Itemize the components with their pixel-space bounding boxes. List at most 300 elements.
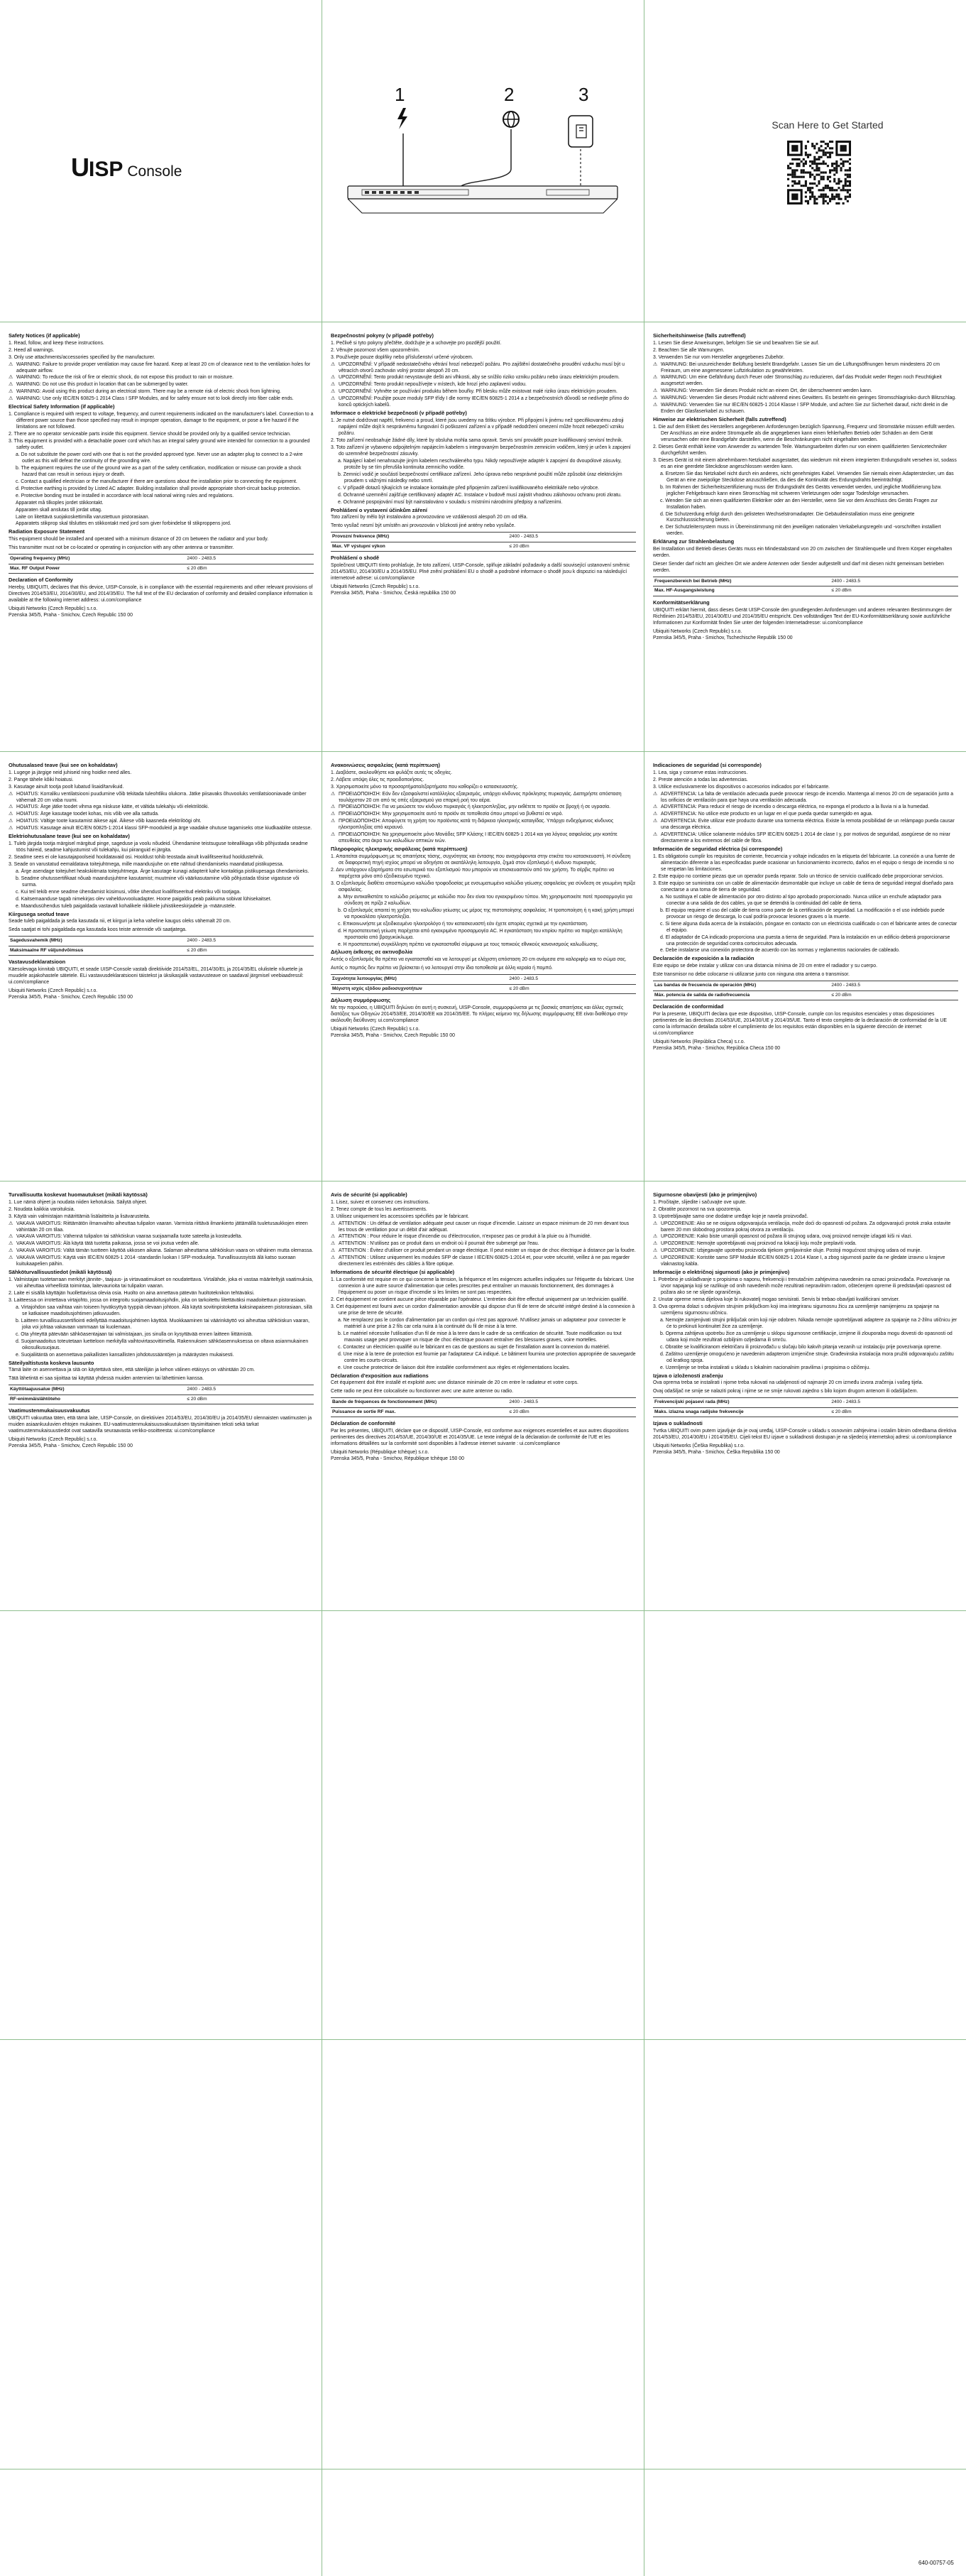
electrical-subitem: a. No sustituya el cable de alimentación por otro distinto al tipo aprobado proporcionado. Nunca utilice un enchufe adaptador para conectar a una salida de dos cables, ya que se detendrá la continuidad del cable de tierra. xyxy=(660,894,942,906)
warning-item: ⚠ VAKAVA VAROITUS: Riittämätön ilmanvaihto aiheuttaa tulipalon vaaran. Varmista riittävä ilmankierto jättämällä tuuletusaukkojen eteen vähintään 20 cm tilaa. xyxy=(9,1221,314,1234)
company-address: Pzenska 345/5, Praha - Smichov, Czech Republic 150 00 xyxy=(9,994,133,1000)
step-illustrations xyxy=(334,107,632,227)
spec-value: 2400 - 2483.5 xyxy=(507,1398,636,1408)
warning-item: ⚠ ADVERTENCIA: Para reducir el riesgo de incendio o descarga eléctrica, no exponga el producto a la lluvia ni a la humedad. xyxy=(653,804,958,811)
instruction-item: 1. Lugege ja järgige neid juhiseid ning hoidke need alles. xyxy=(9,770,132,775)
electrical-item: 1. Es obligatorio cumplir los requisitos de corriente, frecuencia y voltaje indicados en la etiqueta del fabricante. La conexión a una fuente de alimentación diferente a las especificadas puede ocasionar un funcionamiento incorrecto, daños en el equipo o riesgo de incendio si no se respetan las limitaciones. xyxy=(653,853,955,872)
section-subtitle: Säteilyaltistusta koskeva lausunto xyxy=(9,1359,94,1366)
radiation-statement: This transmitter must not be co-located or operating in conjunction with any other antenna or transmitter. xyxy=(9,545,234,551)
section-subtitle: Sähköturvallisuustiedot (mikäli käytössä) xyxy=(9,1269,112,1276)
warning-item: ⚠ WARNUNG: Verwenden Sie dieses Produkt nicht während eines Gewitters. Es besteht ein geringes Stromschlagrisiko durch Blitzschlag. xyxy=(653,395,958,402)
instruction-item: 3. Utilice exclusivamente los dispositivos o accesorios indicados por el fabricante. xyxy=(653,784,830,790)
instruction-item: 2. Preste atención a todas las advertencias. xyxy=(653,777,748,782)
instruction-item: 1. Lea, siga y conserve estas instrucciones. xyxy=(653,770,748,775)
company-address: Pzenska 345/5, Praha - Smichov, Česká republika 150 00 xyxy=(331,590,456,596)
spec-label: Frequenzbereich bei Betrieb (MHz) xyxy=(653,577,830,586)
electrical-subitem: a. Ne remplacez pas le cordon d'alimentation par un cordon qui n'est pas approuvé. N'utilisez jamais un adaptateur pour connecter le matériel à une prise à 2 fils car cela nuira à la continuité du fil de mise à la terre. xyxy=(338,1317,626,1329)
company-address: Pzenska 345/5, Praha - Smichov, République tchèque 150 00 xyxy=(331,1456,464,1461)
spec-value: ≤ 20 dBm xyxy=(507,542,636,552)
electrical-item: 1. Je nutné dodržovat napětí, frekvenci a proud, které jsou uvedeny na štítku výrobce. Při připojení k jinému než specifikovanému zdroji napájení může dojít k nesprávnému fungování či poškození zařízení a v případě nedodržení omezení může hrozit nebezpečí vzniku požáru. xyxy=(331,417,624,436)
declaration-text: Με την παρούσα, η UBIQUITI δηλώνει ότι αυτή η συσκευή, UISP-Console, συμμορφώνεται με τις βασικές απαιτήσεις και άλλες σχετικές διατάξεις των Οδηγιών 2014/53/ΕΕ, 2014/30/ΕΕ και 2014/35/ΕΕ. Το πλήρες κείμενο της δήλωσης συμμόρφωσης ΕΕ είναι διαθέσιμο στην ακόλουθη διεύθυνση: ui.com/compliance xyxy=(331,1005,627,1023)
warning-item: ⚠ ΠΡΟΕΙΔΟΠΟΙΗΣΗ: Για να μειώσετε τον κίνδυνο πυρκαγιάς ή ηλεκτροπληξίας, μην εκθέτετε το προϊόν σε βροχή ή σε υγρασία. xyxy=(331,804,636,811)
section-subtitle: Declaración de exposición a la radiación xyxy=(653,955,754,962)
spec-label: Max. RF Output Power xyxy=(9,564,185,574)
electrical-subitem: b. Laitteen turvallisuussertifiointi edellyttää maadoitusjohtimen käyttöä. Muokkaaminen tai väärinkäyttö voi aiheuttaa sähköiskun vaaran, joka voi johtaa vakavaan vammaan tai kuolemaan. xyxy=(16,1318,310,1330)
instruction-item: 2. Pange tähele kõiki hoiatusi. xyxy=(9,777,74,782)
electrical-subitem: a. Nemojte zamjenjivati strujni priključak onim koji nije odobren. Nikada nemojte upotrebljavati adaptere za spajanje na 2-žilnu utičnicu jer će to prekinuti kontinuitet žice za uzemljenje. xyxy=(660,1317,957,1329)
spec-label: Käyttötaajuusalue (MHz) xyxy=(9,1385,185,1395)
electrical-item: 2. Δεν υπάρχουν εξαρτήματα στο εσωτερικό του εξοπλισμού που μπορούν να επισκευαστούν από τον χρήστη. Το σέρβις πρέπει να παρέχεται μόνο από εξειδικευμένο τεχνικό. xyxy=(331,867,615,879)
section-subtitle: Electrical Safety Information (if applicable) xyxy=(9,403,115,410)
warning-item: ⚠ ADVERTENCIA: La falta de ventilación adecuada puede provocar riesgo de incendio. Mantenga al menos 20 cm de separación junto a los orificios de ventilación para que haya una ventilación adecuada. xyxy=(653,792,958,804)
table-row xyxy=(331,984,636,994)
electrical-item: 2. Seadme sees ei ole kasutajapoolseid hooldatavaid osi. Hooldust tohib teostada ainult kvalifitseeritud hooldustehnik. xyxy=(9,854,264,860)
company-address: Ubiquiti Networks (Češka Republika) s.r.o. xyxy=(653,1443,745,1448)
electrical-subitem: c. Kui teil tekib enne seadme ühendamist küsimusi, võtke ühendust kvalifitseeritud elektriku või tootjaga. xyxy=(16,889,241,895)
electrical-subitem: e. Une couche protectrice de liaison doit être installée conformément aux règles et réglementations locales. xyxy=(338,1365,571,1370)
spec-value: 2400 - 2483.5 xyxy=(185,555,314,564)
spec-label: Μέγιστη ισχύς εξόδου ραδιοσυχνοτήτων xyxy=(331,984,507,994)
radiation-statement: Seade tuleb paigaldada ja seda kasutada nii, et kiirguri ja keha vaheline kaugus oleks vähemalt 20 cm. xyxy=(9,919,231,924)
warning-item: ⚠ WARNING: Use only IEC/EN 60825-1 2014 Class I SFP Modules, and for safety ensure not to look directly into fiber cable ends. xyxy=(9,396,314,403)
electrical-subitem: d. Suojamaadoitus toteutetaan luetteloon merkityllä vaihtovirtasovittimella. Rakennuksen sähköasennuksessa on oltava asianmukainen oikosulkusuojaus. xyxy=(16,1338,309,1350)
section-title: Indicaciones de seguridad (si corresponde) xyxy=(653,762,762,768)
table-row xyxy=(9,1385,314,1395)
electrical-subitem: b. Seadme ohutussertifikaat nõuab maandusjuhtme kasutamist; muutmine või väärkasutamine võib põhjustada tõsise vigastuse või surma. xyxy=(16,875,300,888)
company-address: Ubiquiti Networks (Czech Republic) s.r.o. xyxy=(9,988,98,993)
spec-label: Συχνότητα λειτουργίας (MHz) xyxy=(331,975,507,985)
section-subtitle: Δήλωση έκθεσης σε ακτινοβολία xyxy=(331,949,413,956)
table-row xyxy=(331,542,636,552)
company-address: Pzenska 345/5, Praha - Smichov, Czech Republic 150 00 xyxy=(9,612,133,618)
radiation-statement: Ova oprema treba se instalirati i njome treba rukovati na udaljenosti od najmanje 20 cm između izvora zračenja i vašeg tijela. xyxy=(653,1380,923,1386)
rf-spec-table xyxy=(9,936,314,956)
electrical-item: 3. Ova oprema dolazi s odvojivim strujnim priključkom koji ima integriranu sigurnosnu žicu za uzemljenje namijenjenu za spajanje na uzemljenu sigurnosnu utičnicu. xyxy=(653,1304,939,1316)
document-id: 640-00757-05 xyxy=(918,2560,954,2566)
warning-item: ⚠ UPOZORENJE: Izbjegavajte upotrebu proizvoda tijekom grmljavinske oluje. Postoji mogućnost strujnog udara od munje. xyxy=(653,1248,958,1255)
warning-item: ⚠ UPOZORNĚNÍ: V případě nedostatečného větrání hrozí nebezpečí požáru. Pro zajištění dostatečného proudění vzduchu musí být u větracích otvorů zachován volný prostor alespoň 20 cm. xyxy=(331,362,636,375)
table-row xyxy=(9,564,314,574)
rf-spec-table xyxy=(9,554,314,574)
warning-item: ⚠ UPOZORENJE: Kako biste umanjili opasnost od požara ili strujnog udara, ovaj proizvod nemojte izlagati kiši ni vlazi. xyxy=(653,1234,958,1240)
instruction-item: 1. Pročitajte, slijedite i sačuvajte ove upute. xyxy=(653,1199,747,1205)
spec-label: Bande de fréquences de fonctionnement (MHz) xyxy=(331,1398,507,1408)
safety-section xyxy=(653,1191,958,1610)
section-subtitle: Radiation Exposure Statement xyxy=(9,528,85,535)
declaration-text: UBIQUITI vakuuttaa täten, että tämä laite, UISP-Console, on direktiivien 2014/53/EU, 2014/30/EU ja 2014/35/EU olennaisten vaatimusten ja muiden asiaankuuluvien ehtojen mukainen. EU-vaatimustenmukaisuusvakuutuksen täysimittainen teksti sekä tarkat vaatimustenmukaisuustiedot ovat saatavilla seuraavasta verkko-osoitteesta: ui.com/compliance xyxy=(9,1415,312,1434)
section-subtitle: Declaration of Conformity xyxy=(9,577,73,584)
section-title: Ανακοινώσεις ασφαλείας (κατά περίπτωση) xyxy=(331,762,440,768)
rf-spec-table xyxy=(9,1385,314,1404)
warning-item: ⚠ ADVERTENCIA: Utilice solamente módulos SFP IEC/EN 60825-1 2014 de clase I y, por motivos de seguridad, asegúrese de no mirar directamente a los extremos del cable de fibra. xyxy=(653,832,958,845)
electrical-subitem: Apparatet må tilkoples jordet stikkontakt. xyxy=(16,500,104,506)
instruction-item: 1. Pečlivě si tyto pokyny přečtěte, dodržujte je a uchovejte pro pozdější použití. xyxy=(331,340,502,346)
radiation-statement: Tento vysílač nesmí být umístěn ani provozován v blízkosti jiné antény nebo vysílače. xyxy=(331,523,516,529)
table-row xyxy=(331,533,636,542)
section-subtitle: Kiirgusega seotud teave xyxy=(9,910,70,917)
radiation-statement: Ovaj odašiljač ne smije se nalaziti pokraj i njime se ne smije rukovati zajedno s bilo kojom drugom antenom ili odašiljačem. xyxy=(653,1389,918,1395)
electrical-subitem: a. Napájecí kabel nenahrazujte jiným kabelem neschváleného typu. Nikdy nepoužívejte adaptér k zapojení do dvoupólové zásuvky, protože by se tím přerušila kontinuita zemnicího vodiče. xyxy=(338,458,622,470)
instruction-item: 3. Only use attachments/accessories specified by the manufacturer. xyxy=(9,354,155,360)
company-address: Ubiquiti Networks (Czech Republic) s.r.o. xyxy=(9,606,98,611)
instruction-item: 3. Χρησιμοποιείτε μόνο τα προσαρτήματα/εξαρτήματα που καθορίζει ο κατασκευαστής. xyxy=(331,784,519,790)
warning-item: ⚠ HOIATUS: Kasutage ainult IEC/EN 60825-1:2014 klassi SFP-mooduleid ja ärge vaadake ohutuse tagamiseks otse kiudkaablite otstesse. xyxy=(9,826,314,832)
electrical-subitem: d. Zaštitno uzemljenje omogućeno je navedenim adapterom izmjenične struje. Građevinska instalacija mora pružiti odgovarajuću zaštitu od kratkog spoja. xyxy=(660,1351,954,1363)
step-number: 2 xyxy=(504,84,515,105)
electrical-subitem: c. V případě dotazů týkajících se instalace kontaktujte před připojením zařízení kvalifikovaného elektrikáře nebo výrobce. xyxy=(338,485,600,491)
warning-item: ⚠ ATTENTION : N'utilisez pas ce produit dans un endroit où il pourrait être submergé par l'eau. xyxy=(331,1241,636,1248)
electrical-subitem: e. Debe instalarse una conexión protectora de acuerdo con las normas y reglamentos nacionales de cableado. xyxy=(660,948,900,954)
section-subtitle: Konformitätserklärung xyxy=(653,599,710,606)
electrical-item: 1. Tuleb järgida tootja märgisel märgitud pinge, sageduse ja voolu nõudeid. Ühendamine teistsuguse toiteallikaga võib põhjustada seadme töös häireid, seadme kahjustumist või tulekahju, kui piiranguid ei järgita. xyxy=(9,841,308,853)
rf-spec-table xyxy=(331,532,636,552)
warning-item: ⚠ ATTENTION : Utilisez uniquement les modules SFP de classe I IEC/EN 60825-1:2014 et, pour votre sécurité, veillez à ne pas regarder directement les extrémités des câbles à fibre optique. xyxy=(331,1255,636,1268)
electrical-item: 3. Laitteessa on irrotettava virtajohto, jossa on integroitu suojamaadoitusjohdin, joka on tarkoitettu liitettäväksi maadoitettuun pistorasiaan. xyxy=(9,1297,307,1303)
company-address: Pzenska 345/5, Praha - Smichov, Češka Republika 150 00 xyxy=(653,1449,780,1455)
company-address: Pzenska 345/5, Praha - Smichov, Czech Republic 150 00 xyxy=(9,1443,133,1448)
electrical-subitem: b. Oprema zahtijeva upotrebu žice za uzemljenje u sklopu sigurnosne certifikacije, izmjene ili zlouporaba mogu dovesti do opasnosti od udara koji može rezultirati ozbiljnim ozljedama ili smrću. xyxy=(660,1331,953,1343)
electrical-subitem: e. Maandusühendus tuleb paigaldada vastavalt kohalikele riiklikele juhistikeeskirjadele ja -määrustele. xyxy=(16,903,236,909)
radiation-statement: Toto zařízení by mělo být instalováno a provozováno ve vzdálenosti alespoň 20 cm od těla. xyxy=(331,515,528,520)
electrical-subitem: e. Der Schutzleitersystem muss in Übereinstimmung mit den jeweiligen nationalen Verkabelungsregeln und -vorschriften installiert werden. xyxy=(660,525,941,537)
section-title: Ohutusalased teave (kui see on kohaldatav) xyxy=(9,762,118,768)
electrical-subitem: d. Protective earthing is provided by Listed AC adapter. Building installation shall provide appropriate short-circuit backup protection. xyxy=(16,486,301,491)
warning-item: ⚠ UPOZORNĚNÍ: Tento produkt nevystavujte dešti ani vlhkosti, aby se snížilo riziko vzniku požáru nebo úrazu elektrickým proudem. xyxy=(331,375,636,381)
section-subtitle: Δήλωση συμμόρφωσης xyxy=(331,997,391,1004)
spec-label: Provozní frekvence (MHz) xyxy=(331,533,507,542)
electrical-item: 3. This equipment is provided with a detachable power cord which has an integral safety ground wire intended for connection to a grounded safety outlet. xyxy=(9,438,310,450)
table-row xyxy=(653,1398,958,1408)
instruction-item: 2. Λάβετε υπόψη όλες τις προειδοποιήσεις. xyxy=(331,777,424,782)
radiation-statement: Bei Installation und Betrieb dieses Geräts muss ein Mindestabstand von 20 cm zwischen der Strahlenquelle und Ihrem Körper eingehalten werden. xyxy=(653,547,953,558)
radiation-statement: Cet équipement doit être installé et exploité avec une distance minimale de 20 cm entre le radiateur et votre corps. xyxy=(331,1380,578,1386)
bolt-icon xyxy=(397,108,407,129)
company-address: Pzenska 345/5, Praha - Smichov, Czech Republic 150 00 xyxy=(331,1032,455,1038)
section-subtitle: Información de seguridad eléctrica (si corresponde) xyxy=(653,846,783,853)
instruction-item: 1. Lisez, suivez et conservez ces instructions. xyxy=(331,1199,430,1205)
electrical-subitem: c. Ota yhteyttä pätevään sähköasentajaan tai valmistajaan, jos sinulla on kysyttävää ennen laitteen liittämistä. xyxy=(16,1331,253,1337)
section-subtitle: Informace o elektrické bezpečnosti (v případě potřeby) xyxy=(331,410,467,417)
section-subtitle: Izjava o izloženosti zračenju xyxy=(653,1372,723,1379)
electrical-subitem: e. Suojaliitäntä on asennettava paikallisten kansallisten johdotussääntöjen ja määräysten mukaisesti. xyxy=(16,1352,234,1358)
section-title: Sicherheitshinweise (falls zutreffend) xyxy=(653,332,746,339)
fold-line xyxy=(0,751,966,752)
step-number: 3 xyxy=(578,84,589,105)
spec-label: Sagedusvahemik (MHz) xyxy=(9,937,185,946)
electrical-item: 2. Dieses Gerät enthält keine vom Anwender zu wartenden Teile. Wartungsarbeiten dürfen nur von einem qualifizierten Servicetechniker durchgeführt werden. xyxy=(653,444,948,456)
safety-section xyxy=(9,762,314,1181)
warning-item: ⚠ ΠΡΟΕΙΔΟΠΟΙΗΣΗ: Να χρησιμοποιείτε μόνο Μονάδες SFP Κλάσης I IEC/EN 60825-1 2014 και για λόγους ασφαλείας μην κοιτάτε απευθείας στα άκρα των καλωδίων οπτικών ινών. xyxy=(331,832,636,845)
warning-item: ⚠ ΠΡΟΕΙΔΟΠΟΙΗΣΗ: Αποφύγετε τη χρήση του προϊόντος κατά τη διάρκεια ηλεκτρικής καταιγίδας. Υπάρχει ενδεχόμενος κίνδυνος ηλεκτροπληξίας από κεραυνό. xyxy=(331,819,636,831)
electrical-item: 2. Este equipo no contiene piezas que un operador pueda reparar. Solo un técnico de servicio cualificado debe proporcionar servicios. xyxy=(653,873,944,879)
declaration-text: Společnost UBIQUITI tímto prohlašuje, že toto zařízení, UISP-Console, splňuje základní požadavky a další související ustanovení směrnic 2014/53/EU, 2014/30/EU a 2014/35/EU. Plné znění prohlášení EU o shodě a podrobné informace o shodě jsou k dispozici na následující internetové adrese: ui.com/compliance xyxy=(331,562,630,581)
electrical-subitem: e. Η προστατευτική συγκόλληση πρέπει να εγκατασταθεί σύμφωνα με τους τοπικούς εθνικούς κανονισμούς καλωδίωσης. xyxy=(338,942,599,947)
table-row xyxy=(653,981,958,991)
warning-item: ⚠ HOIATUS: Vältige toote kasutamist äikese ajal. Äikese võib kaasneda elektrilöögi oht. xyxy=(9,819,314,825)
electrical-subitem: a. Virtajohdon saa vaihtaa vain toiseen hyväksyttyä tyyppiä olevaan johtoon. Älä käytä sovitinpistoketta kaksinapaiseen pistorasiaan, sillä se katkaisee maadoitusjohtimen jatkuvuuden. xyxy=(16,1304,312,1316)
instruction-item: 1. Διαβάστε, ακολουθήστε και φυλάξτε αυτές τις οδηγίες. xyxy=(331,770,453,775)
logo-mark: U xyxy=(71,153,89,182)
declaration-text: UBIQUITI erklärt hiermit, dass dieses Gerät UISP-Console den grundlegenden Anforderungen und anderen relevanten Bestimmungen der Richtlinien 2014/53/EU, 2014/30/EU und 2014/35/EU entspricht. Den vollständigen Text der EU-Konformitätserklärung sowie ausführliche Informationen zur Konformität finden Sie unter der folgenden Internetadresse: ui.com/compliance xyxy=(653,607,953,626)
instruction-item: 3. Verwenden Sie nur vom Hersteller angegebenes Zubehör. xyxy=(653,354,785,360)
electrical-subitem: c. Obratite se kvalificiranom električaru ili proizvođaču u slučaju bilo kakvih pitanja vezanih uz instalaciju prije povezivanja opreme. xyxy=(660,1344,942,1350)
warning-item: ⚠ WARNUNG: Verwenden Sie nur IEC/EN 60825-1 2014 Klasse I SFP Module, und achten Sie zur Sicherheit darauf, nicht direkt in die Enden der Glasfaserkabel zu schauen. xyxy=(653,403,958,415)
instruction-item: 3. Kasutage ainult tootja poolt lubatud lisaid/tarvikuid. xyxy=(9,784,124,790)
electrical-subitem: a. Do not substitute the power cord with one that is not the provided approved type. Never use an adapter plug to connect to a 2-wire outlet as this will defeat the continuity of the grounding wire. xyxy=(16,452,303,464)
electrical-subitem: Apparatets stikprop skal tilsluttes en stikkontakt med jord som giver forbindelse til stikproppens jord. xyxy=(16,521,231,527)
spec-value: ≤ 20 dBm xyxy=(830,990,958,1000)
spec-label: Máx. potencia de salida de radiofrecuencia xyxy=(653,990,830,1000)
section-subtitle: Déclaration d'exposition aux radiations xyxy=(331,1372,429,1379)
electrical-subitem: b. Im Rahmen der Sicherheitszertifizierung muss der Erdungsdraht des Geräts verwendet werden, und jegliche Modifizierung bzw. jeglicher Fehlgebrauch kann einen Stromschlag mit schweren Verletzungen oder sogar Todesfolge verursachen. xyxy=(660,484,942,496)
section-subtitle: Declaración de conformidad xyxy=(653,1003,724,1010)
section-title: Sigurnosne obavijesti (ako je primjenjivo) xyxy=(653,1191,757,1198)
section-subtitle: Elektriohutusalane teave (kui see on kohaldatav) xyxy=(9,833,130,840)
spec-value: ≤ 20 dBm xyxy=(185,564,314,574)
warning-item: ⚠ WARNUNG: Bei unzureichender Belüftung besteht Brandgefahr. Lassen Sie um die Lüftungsöffnungen herum mindestens 20 cm Freiraum, um eine angemessene Luftzirkulation zu gewährleisten. xyxy=(653,362,958,375)
electrical-subitem: c. Wenden Sie sich an einen qualifizierten Elektriker oder an den Hersteller, wenn Sie vor dem Anschluss des Geräts Fragen zur Installation haben. xyxy=(660,498,938,510)
radiation-statement: Seda saatjat ei tohi paigaldada ega kasutada koos teiste antennide või saatjatega. xyxy=(9,927,187,933)
declaration-text: Par les présentes, UBIQUITI, déclare que ce dispositif, UISP-Console, est conforme aux exigences essentielles et aux autres dispositions pertinentes des directives 2014/53/UE, 2014/30/UE et 2014/35/UE. Le texte intégral de la déclaration de conformité de l'UE et les informations détaillées sur la conformité sont disponibles à l'adresse internet suivante : ui.com/compliance xyxy=(331,1428,629,1446)
qr-code[interactable] xyxy=(787,141,851,204)
table-row xyxy=(653,586,958,596)
electrical-subitem: a. Ersetzen Sie das Netzkabel nicht durch ein anderes, nicht genehmigtes Kabel. Verwenden Sie niemals einen Adapterstecker, um das Gerät an eine zweipolige Steckdose anzuschließen, da dies die Kontinuität des Erdungsdrahts beeinträchtigt. xyxy=(660,471,954,483)
warning-item: ⚠ UPOZORENJE: Ako se ne osigura odgovarajuća ventilacija, može doći do opasnosti od požara. Za odgovarajući protok zraka ostavite barem 20 mm slobodnog prostora pokraj otvora za ventilaciju. xyxy=(653,1221,958,1234)
warning-item: ⚠ UPOZORNĚNÍ: Vyhněte se používání produktu během bouřky. Při blesku může existovat malé riziko úrazu elektrickým proudem. xyxy=(331,389,636,395)
electrical-item: 1. Compliance is required with respect to voltage, frequency, and current requirements indicated on the manufacturer's label. Connection to a different power source than those specified may result in improper operation, damage to the equipment, or pose a fire hazard if the limitations are not followed. xyxy=(9,411,314,430)
electrical-subitem: e. Ochranné pospojování musí být nainstalováno v souladu s místními národními předpisy a nařízeními. xyxy=(338,499,563,505)
company-address: Ubiquiti Networks (République tchèque) s.r.o. xyxy=(331,1449,429,1455)
electrical-item: 3. Este equipo se suministra con un cable de alimentación desmontable que incluye un cable de tierra de seguridad integral diseñado para conectarse a una toma de tierra de seguridad. xyxy=(653,880,953,893)
electrical-item: 3. Seade on varustatud eemaldatava toitejuhtmega, mille maandusjuhe on ette nähtud ühendamiseks maandatud pistikupessa. xyxy=(9,861,284,867)
spec-value: 2400 - 2483.5 xyxy=(830,577,958,586)
warning-item: ⚠ UPOZORNĚNÍ: Tento produkt nepoužívejte v místech, kde hrozí jeho zaplavení vodou. xyxy=(331,382,636,388)
warning-item: ⚠ ΠΡΟΕΙΔΟΠΟΙΗΣΗ: Μην χρησιμοποιείτε αυτό το προϊόν σε τοποθεσία όπου μπορεί να βυθιστεί σε νερό. xyxy=(331,812,636,818)
warning-item: ⚠ ΠΡΟΕΙΔΟΠΟΙΗΣΗ: Εάν δεν εξασφαλιστεί κατάλληλος εξαερισμός, υπάρχει κίνδυνος πρόκλησης πυρκαγιάς. Διατηρήστε απόσταση τουλάχιστον 20 cm από τις οπές εξαερισμού για επαρκή ροή του αέρα. xyxy=(331,792,636,804)
electrical-subitem: Laite on liitettävä suojakoskettimilla varustettuun pistorasiaan. xyxy=(16,514,150,520)
radiation-statement: Αυτός ο εξοπλισμός θα πρέπει να εγκατασταθεί και να λειτουργεί με ελάχιστη απόσταση 20 cm ανάμεσα στο καλοριφέρ και το σώμα σας. xyxy=(331,957,627,963)
spec-value: 2400 - 2483.5 xyxy=(185,1385,314,1395)
electrical-item: 3. Dieses Gerät ist mit einem abnehmbaren Netzkabel ausgestattet, das wiederum mit einem integrierten Erdungsdraht versehen ist, sodass es an eine geerdete Steckdose angeschlossen werden kann. xyxy=(653,457,957,469)
spec-value: 2400 - 2483.5 xyxy=(507,975,636,985)
warning-item: ⚠ HOIATUS: Ärge jätke toodet vihma ega niiskuse kätte, et vältida tulekahju või elektrilööki. xyxy=(9,804,314,811)
spec-value: ≤ 20 dBm xyxy=(830,1407,958,1417)
electrical-item: 1. Απαιτείται συμμόρφωση με τις απαιτήσεις τάσης, συχνότητας και έντασης που αναγράφονται στην ετικέτα του κατασκευαστή. Η σύνδεση σε διαφορετική πηγή ισχύος μπορεί να οδηγήσει σε ακατάλληλη λειτουργία, ζημιά στον εξοπλισμό ή κίνδυνο πυρκαγιάς. xyxy=(331,853,631,866)
spec-value: ≤ 20 dBm xyxy=(507,1407,636,1417)
radiation-statement: Αυτός ο πομπός δεν πρέπει να βρίσκεται ή να λειτουργεί στην ίδια τοποθεσία με άλλη κεραία ή πομπό. xyxy=(331,966,553,971)
spec-label: Maksimaalne RF väljundvõimsus xyxy=(9,946,185,956)
table-row xyxy=(9,937,314,946)
electrical-subitem: e. Uzemljenje se treba instalirati u skladu s lokalnim nacionalnim pravilima i propisima o ožičenju. xyxy=(660,1365,871,1370)
electrical-item: 2. Unutar opreme nema dijelova koje bi rukovatelj mogao servisirati. Servis bi trebao obavljati kvalificirani serviser. xyxy=(653,1297,900,1302)
safety-section xyxy=(653,762,958,1181)
rf-spec-table xyxy=(653,981,958,1000)
electrical-subitem: b. El equipo requiere el uso del cable de tierra como parte de la certificación de seguridad. La modificación o el uso indebido puede provocar un riesgo de descarga, lo cual podría provocar lesiones graves o la muerte. xyxy=(660,907,945,919)
electrical-subitem: a. Ärge asendage toitejuhet heakskiitmata toitejuhtmega. Ärge kasutage kunagi adapterit kahe kontaktiga pistikupesaga ühendamiseks. xyxy=(16,868,309,874)
electrical-item: 3. Ο εξοπλισμός διαθέτει αποσπώμενο καλώδιο τροφοδοσίας με ενσωματωμένο καλώδιο γείωσης ασφαλείας για σύνδεση σε γειωμένη πρίζα ασφαλείας. xyxy=(331,880,635,893)
uisp-console-logo xyxy=(71,153,182,182)
instruction-item: 3. Používejte pouze doplňky nebo příslušenství určené výrobcem. xyxy=(331,354,473,360)
radiation-statement: Tätä lähetintä ei saa sijoittaa tai käyttää yhdessä muiden antennien tai lähettimien kanssa. xyxy=(9,1376,204,1382)
electrical-subitem: c. Contact a qualified electrician or the manufacturer if there are questions about the installation prior to connecting the equipment. xyxy=(16,479,297,484)
spec-label: Las bandas de frecuencia de operación (MHz) xyxy=(653,981,830,991)
electrical-subitem: d. Die Schutzerdung erfolgt durch den gelisteten Wechselstromadapter. Die Gebäudeinstallation muss eine geeignete Kurzschlusssicherung bieten. xyxy=(660,511,915,523)
rf-spec-table xyxy=(653,1397,958,1417)
electrical-item: 2. Toto zařízení neobsahuje žádné díly, které by obsluha mohla sama opravit. Servis smí provádět pouze kvalifikovaný servisní technik. xyxy=(331,437,623,443)
section-subtitle: Informations de sécurité électrique (si applicable) xyxy=(331,1269,455,1276)
fold-line xyxy=(0,1610,966,1611)
instruction-item: 3. Utilisez uniquement les accessoires spécifiés par le fabricant. xyxy=(331,1213,469,1219)
electrical-item: 2. Laite ei sisällä käyttäjän huollettavissa olevia osia. Huolto on aina annettava pätevän huoltoteknikon tehtäväksi. xyxy=(9,1290,255,1296)
instruction-item: 1. Lesen Sie diese Anweisungen, befolgen Sie sie und bewahren Sie sie auf. xyxy=(653,340,820,346)
spec-label: Maks. izlazna snaga radijske frekvencije xyxy=(653,1407,830,1417)
company-address: Ubiquiti Networks (Czech Republic) s.r.o. xyxy=(331,584,420,589)
warning-item: ⚠ VAKAVA VAROITUS: Käytä vain IEC/EN 60825-1 2014 -standardin luokan I SFP-moduuleja. Turvallisuussyistä älä katso suoraan kuitukaapelien päihin. xyxy=(9,1255,314,1268)
company-address: Ubiquiti Networks (Czech Republic) s.r.o. xyxy=(331,1026,420,1032)
warning-item: ⚠ VAKAVA VAROITUS: Vähennä tulipalon tai sähköiskun vaaraa suojaamalla tuote sateelta ja kosteudelta. xyxy=(9,1234,314,1240)
electrical-subitem: d. Η προστατευτική γείωση παρέχεται από εγκεκριμένο προσαρμογέα AC. Η εγκατάσταση του κτιρίου πρέπει να παρέχει κατάλληλη προστασία από βραχυκύκλωμα. xyxy=(338,928,622,940)
spec-label: RF-enimmäislähtöteho xyxy=(9,1395,185,1404)
rf-spec-table xyxy=(653,577,958,596)
spec-value: ≤ 20 dBm xyxy=(185,1395,314,1404)
electrical-subitem: d. El adaptador de CA indicado proporciona una puesta a tierra de seguridad. Para la instalación en un edificio deberá proporcionarse una protección de seguridad contra cortocircuitos adecuada. xyxy=(660,934,950,946)
warning-item: ⚠ WARNING: Avoid using this product during an electrical storm. There may be a remote risk of electric shock from lightning. xyxy=(9,389,314,395)
warning-item: ⚠ ATTENTION : Pour réduire le risque d'incendie ou d'électrocution, n'exposez pas ce produit à la pluie ou à l'humidité. xyxy=(331,1234,636,1240)
electrical-subitem: c. Si tiene alguna duda acerca de la instalación, póngase en contacto con un electricista cualificado o con el fabricante antes de conectar el equipo. xyxy=(660,921,957,933)
table-row xyxy=(9,1395,314,1404)
instruction-item: 1. Lue nämä ohjeet ja noudata niiden kehotuksia. Säilytä ohjeet. xyxy=(9,1199,148,1205)
spec-value: 2400 - 2483.5 xyxy=(507,533,636,542)
instruction-item: 3. Käytä vain valmistajan määrittämiä lisälaitteita ja lisävarusteita. xyxy=(9,1213,150,1219)
electrical-subitem: d. Kaitsemaanduse tagab nimekirjas olev vahelduvvooluadapter. Hoone paigaldis peab pakkuma sobivat lühisekaitset. xyxy=(16,896,272,902)
warning-item: ⚠ WARNING: Failure to provide proper ventilation may cause fire hazard. Keep at least 20 cm of clearance next to the ventilation holes for adequate airflow. xyxy=(9,362,314,375)
section-subtitle: Vaatimustenmukaisuusvakuutus xyxy=(9,1407,90,1414)
warning-item: ⚠ WARNING: To reduce the risk of fire or electric shock, do not expose this product to rain or moisture. xyxy=(9,375,314,381)
section-title: Avis de sécurité (si applicable) xyxy=(331,1191,407,1198)
rf-spec-table xyxy=(331,974,636,994)
table-row xyxy=(331,1407,636,1417)
spec-label: Max. HF-Ausgangsleistung xyxy=(653,586,830,596)
company-address: Ubiquiti Networks (Czech Republic) s.r.o. xyxy=(653,628,742,634)
radiation-statement: This equipment should be installed and operated with a minimum distance of 20 cm between the radiator and your body. xyxy=(9,537,269,542)
company-address: Pzenska 345/5, Praha - Smichov, República Checa 150 00 xyxy=(653,1045,781,1051)
spec-value: 2400 - 2483.5 xyxy=(830,981,958,991)
section-subtitle: Prohlášení o vystavení účinkům záření xyxy=(331,506,427,513)
section-subtitle: Izjava o sukladnosti xyxy=(653,1420,703,1427)
electrical-subitem: d. Ochranné uzemnění zajišťuje certifikovaný adaptér AC. Instalace v budově musí zajistit vhodnou zálohovou ochranu proti zkratu. xyxy=(338,492,622,498)
warning-item: ⚠ VAKAVA VAROITUS: Vältä tämän tuotteen käyttöä ukkosen aikana. Salaman aiheuttama sähköiskun vaara on vähäinen mutta olemassa. xyxy=(9,1248,314,1255)
radiation-statement: Este transmisor no debe colocarse ni utilizarse junto con ninguna otra antena o transmisor. xyxy=(653,972,850,978)
instruction-item: 3. Upotrebljavajte samo one dodatne uređaje koje je navela proizvođač. xyxy=(653,1213,808,1219)
electrical-subitem: c. Επικοινωνήστε με εξειδικευμένο ηλεκτρολόγο ή τον κατασκευαστή εάν έχετε απορίες σχετικά με την εγκατάσταση. xyxy=(338,921,588,927)
globe-icon xyxy=(503,111,519,127)
warning-item: ⚠ HOIATUS: Ärge kasutage toodet kohas, mis võib vee alla sattuda. xyxy=(9,812,314,818)
phone-icon xyxy=(569,116,593,147)
spec-label: Max. VF výstupní výkon xyxy=(331,542,507,552)
table-row xyxy=(331,975,636,985)
table-row xyxy=(9,946,314,956)
electrical-subitem: b. Ο εξοπλισμός απαιτεί τη χρήση του καλωδίου γείωσης ως μέρος της πιστοποίησης ασφαλείας. Η τροποποίηση ή η κακή χρήση μπορεί να προκαλέσει ηλεκτροπληξία. xyxy=(338,907,634,919)
radiation-statement: Tämä laite on asennettava ja sitä on käytettävä siten, että säteilijän ja kehon välinen etäisyys on vähintään 20 cm. xyxy=(9,1368,256,1373)
spec-value: 2400 - 2483.5 xyxy=(185,937,314,946)
electrical-item: 1. Die auf dem Etikett des Herstellers angegebenen Anforderungen bezüglich Spannung, Frequenz und Stromstärke müssen erfüllt werden. Der Anschluss an eine andere Stromquelle als die angegebenen kann einen fehlerhaften Betrieb oder Schäden an dem Gerät verursachen oder eine Brandgefahr darstellen, wenn die Beschränkungen nicht eingehalten werden. xyxy=(653,424,955,442)
section-subtitle: Déclaration de conformité xyxy=(331,1420,396,1427)
declaration-text: Hereby, UBIQUITI, declares that this device, UISP-Console, is in compliance with the essential requirements and other relevant provisions of Directives 2014/53/EU, 2014/30/EU, and 2014/35/EU. The full text of the EU declaration of conformity and detailed compliance information is available at the following internet address: ui.com/compliance xyxy=(9,584,313,603)
electrical-item: 1. Potrebno je usklađivanje s propisima o naponu, frekvenciji i trenutačnim zahtjevima navedenim na oznaci proizvođača. Povezivanje na izvor napajanja koji se razlikuje od onih navedenih može rezultirati nepravilnim radom, oštećenjem opreme ili predstavljati opasnost od požara ako se ne slijede ograničenja. xyxy=(653,1277,952,1295)
safety-section xyxy=(653,332,958,751)
warning-item: ⚠ UPOZORNĚNÍ: Použijte pouze moduly SFP třídy I dle normy IEC/EN 60825-1 2014 a z bezpečnostních důvodů se nedívejte přímo do konců optických kabelů. xyxy=(331,396,636,409)
table-row xyxy=(331,1398,636,1408)
section-title: Safety Notices (if applicable) xyxy=(9,332,80,339)
instruction-item: 2. Noudata kaikkia varoituksia. xyxy=(9,1206,75,1212)
table-row xyxy=(653,577,958,586)
spec-label: Frekvencijski pojasevi rada (MHz) xyxy=(653,1398,830,1408)
instruction-item: 2. Obratite pozornost na sva upozorenja. xyxy=(653,1206,742,1212)
spec-value: ≤ 20 dBm xyxy=(507,984,636,994)
section-subtitle: Hinweise zur elektrischen Sicherheit (falls zutreffend) xyxy=(653,416,786,423)
section-subtitle: Πληροφορίες ηλεκτρικής ασφάλειας (κατά περίπτωση) xyxy=(331,846,468,853)
declaration-text: Käesolevaga kinnitab UBIQUITI, et seade UISP-Console vastab direktiivide 2014/53/EL, 2014/30/EL ja 2014/35/EL olulistele nõuetele ja muudele asjakohastele sätetele. ELi vastavusdeklaratsiooni täistekst ja üksikasjalik vastavusteave on saadaval järgmisel veebiaadressil: ui.com/compliance xyxy=(9,966,304,985)
company-address: Ubiquiti Networks (República Checa) s.r.o. xyxy=(653,1039,745,1044)
instruction-item: 2. Tenez compte de tous les avertissements. xyxy=(331,1206,427,1212)
declaration-text: Tvrtka UBIQUITI ovim putem izjavljuje da je ovaj uređaj, UISP-Console u skladu s osnovnim zahtjevima i ostalim bitnim odredbama direktiva 2014/53/EU, 2014/30/EU i 2014/35/EU. Cijeli tekst EU izjave o sukladnosti dostupan je na sljedećoj internetskoj adresi: ui.com/compliance xyxy=(653,1428,957,1440)
logo-brand: ISP xyxy=(89,158,124,181)
safety-section xyxy=(331,762,636,1181)
step-number: 1 xyxy=(395,84,405,105)
company-address: Ubiquiti Networks (Czech Republic) s.r.o. xyxy=(9,1436,98,1442)
warning-item: ⚠ WARNING: Do not use this product in location that can be submerged by water. xyxy=(9,382,314,388)
section-subtitle: Erklärung zur Strahlenbelastung xyxy=(653,538,735,545)
rf-spec-table xyxy=(331,1397,636,1417)
electrical-subitem: b. Le matériel nécessite l'utilisation d'un fil de mise à la terre dans le cadre de sa certification de sécurité. Toute modification ou tout mauvais usage peut provoquer un risque de choc électrique pouvant entraîner des blessures graves, voire mortelles. xyxy=(338,1331,622,1343)
electrical-item: 2. Cet équipement ne contient aucune pièce réparable par l'opérateur. L'entretien doit être effectué uniquement par un technicien qualifié. xyxy=(331,1297,628,1302)
table-row xyxy=(653,990,958,1000)
electrical-subitem: b. The equipment requires the use of the ground wire as a part of the safety certification, modification or misuse can provide a shock hazard that can result in serious injury or death. xyxy=(16,465,302,477)
company-address: Pzenska 345/5, Praha - Smichov, Tschechische Republik 150 00 xyxy=(653,635,793,640)
electrical-subitem: d. Une mise à la terre de protection est fournie par l'adaptateur CA indiqué. Le bâtiment fournira une protection appropriée de sauvegarde contre les courts-circuits. xyxy=(338,1351,636,1363)
warning-item: ⚠ UPOZORENJE: Koristite samo SFP Module IEC/EN 60825-1 2014 Klase I, a zbog sigurnosti pazite da ne gledate izravno u krajeve vlaknastog kabla. xyxy=(653,1255,958,1268)
instruction-item: 1. Read, follow, and keep these instructions. xyxy=(9,340,104,346)
radiation-statement: Este equipo se debe instalar y utilizar con una distancia mínima de 20 cm entre el radiador y su cuerpo. xyxy=(653,964,877,969)
warning-item: ⚠ WARNUNG: Um eine Gefährdung durch Feuer oder Stromschlag zu reduzieren, darf das Produkt weder Regen noch Feuchtigkeit ausgesetzt werden. xyxy=(653,375,958,388)
electrical-item: 3. Cet équipement est fourni avec un cordon d'alimentation amovible qui dispose d'un fil de terre de sécurité intégré destiné à la connexion à une prise de terre de sécurité. xyxy=(331,1304,635,1316)
warning-item: ⚠ ATTENTION : Un défaut de ventilation adéquate peut causer un risque d'incendie. Laissez un espace minimum de 20 mm devant tous les trous de ventilation pour un débit d'air adéquat. xyxy=(331,1221,636,1234)
section-subtitle: Prohlášení o shodě xyxy=(331,555,380,562)
electrical-item: 2. There are no operator serviceable parts inside this equipment. Service should be provided only by a qualified service technician. xyxy=(9,431,291,437)
warning-item: ⚠ ADVERTENCIA: Evite utilizar este producto durante una tormenta eléctrica. Existe la remota posibilidad de un relámpago pueda causar una descarga eléctrica. xyxy=(653,819,958,831)
section-title: Turvallisuutta koskevat huomautukset (mikäli käytössä) xyxy=(9,1191,148,1198)
warning-item: ⚠ ADVERTENCIA: No utilice este producto en un lugar en el que pueda quedar sumergido en agua. xyxy=(653,812,958,818)
section-subtitle: Vastavusdeklaratsioon xyxy=(9,959,66,966)
fold-line xyxy=(0,2039,966,2040)
scan-prompt: Scan Here to Get Started xyxy=(772,119,884,131)
warning-item: ⚠ VAKAVA VAROITUS: Älä käytä tätä tuotetta paikassa, jossa se voi joutua veden alle. xyxy=(9,1241,314,1248)
spec-value: 2400 - 2483.5 xyxy=(830,1398,958,1408)
electrical-subitem: c. Contactez un électricien qualifié ou le fabricant en cas de questions au sujet de l'installation avant la connexion du matériel. xyxy=(338,1344,610,1350)
section-subtitle: Informacije o električnoj sigurnosti (ako je primjenjivo) xyxy=(653,1269,790,1276)
electrical-subitem: a. Μην αντικαθιστάτε το καλώδιο ρεύματος με καλώδιο που δεν είναι του εγκεκριμένου τύπου. Μη χρησιμοποιείτε ποτέ προσαρμογέα για σύνδεση σε πρίζα 2 καλωδίων. xyxy=(338,894,632,906)
safety-section xyxy=(331,332,636,751)
declaration-text: Por la presente, UBIQUITI declara que este dispositivo, UISP-Console, cumple con los requisitos esenciales y otras disposiciones pertinentes de las directivas 2014/53/UE, 2014/30/UE y 2014/35/UE. Tanto el texto completo de la declaración de conformidad de la UE como la información detallada sobre el cumplimiento de los requisitos están disponibles en la siguiente dirección de internet: ui.com/compliance xyxy=(653,1011,947,1036)
spec-label: Operating frequency (MHz) xyxy=(9,555,185,564)
electrical-item: 1. La conformité est requise en ce qui concerne la tension, la fréquence et les exigences actuelles indiquées sur l'étiquette du fabricant. Une connexion à une autre source d'alimentation que celles prescrites peut entraîner un mauvais fonctionnement, des dommages à l'équipement ou poser un risque d'incendie si les limites ne sont pas respectées. xyxy=(331,1277,635,1295)
spec-label: Puissance de sortie RF max. xyxy=(331,1407,507,1417)
electrical-subitem: Apparaten skall anslutas till jordat uttag. xyxy=(16,507,102,513)
instruction-item: 2. Věnujte pozornost všem upozorněním. xyxy=(331,347,420,353)
table-row xyxy=(9,555,314,564)
spec-value: ≤ 20 dBm xyxy=(830,586,958,596)
electrical-subitem: e. Protective bonding must be installed in accordance with local national wiring rules and regulations. xyxy=(16,493,234,498)
